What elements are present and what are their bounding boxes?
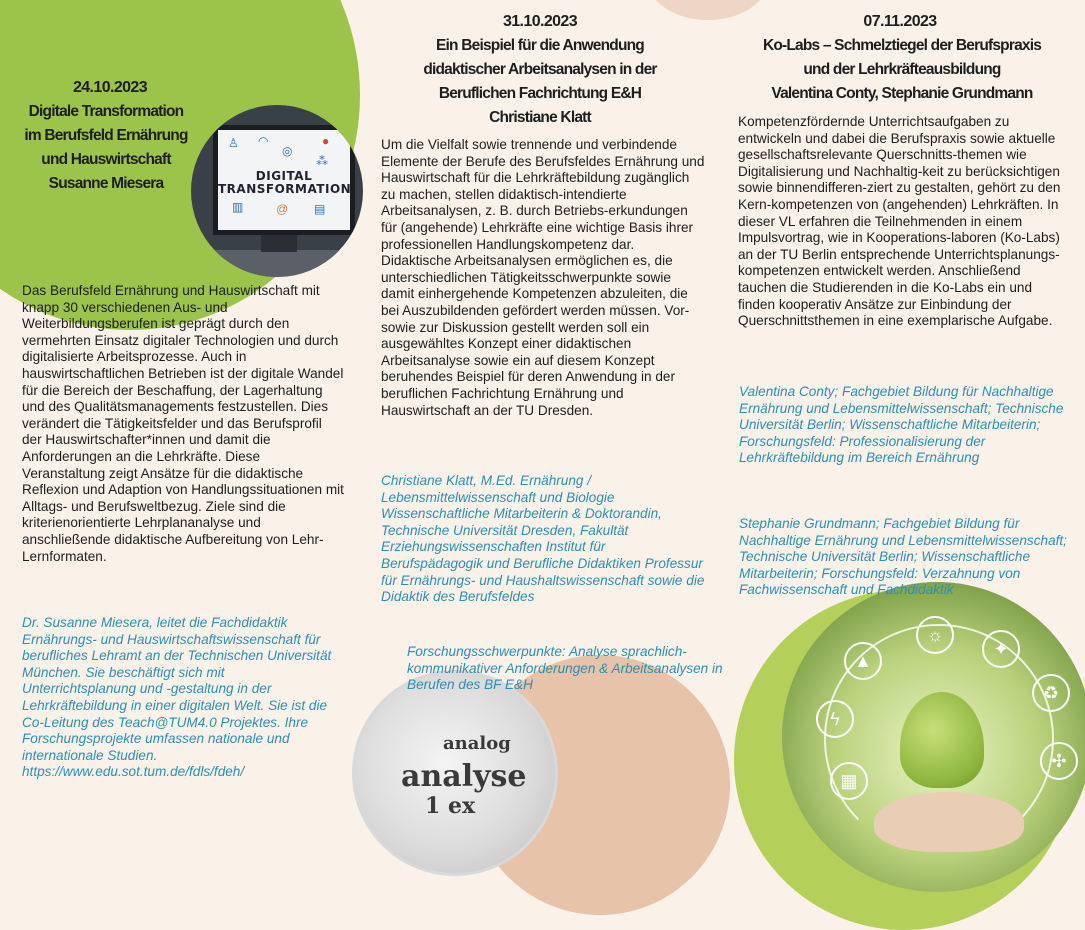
- magnifier-word-ex: 1 ex: [425, 793, 476, 819]
- col2-research: Forschungsschwerpunkte: Analyse sprachlich-kommunikativer Anforderungen & Arbeitsanalysen in Berufen des BF E&H: [407, 644, 723, 693]
- col1-title-line: Digitale Transformation: [28, 103, 184, 120]
- col3-title-line: und der Lehrkräfteausbildung: [803, 61, 1001, 78]
- col1-bio: Dr. Susanne Miesera, leitet die Fachdidaktik Ernährungs- und Hauswirtschaftswissenschaft für berufliches Lehramt an der Technischen Universität München. Sie beschäftigt sich mit Unterrichtsplanung und -gestaltung in der Lehrkräftebildung in einer digitalen Welt. Sie ist die Co-Leitung des Teach@TUM4.0 Projektes. Ihre Forschungsprojekte umfassen nationale und internationale Studien. https://www.edu.sot.tum.de/fdls/fdeh/: [22, 615, 332, 780]
- monitor: [213, 125, 355, 235]
- magnifier-image: [352, 670, 558, 876]
- col1-speaker: Susanne Miesera: [48, 175, 164, 192]
- col2-speaker: Christiane Klatt: [489, 109, 591, 126]
- magnifier-word-analyse: analyse: [401, 759, 527, 794]
- col3-bio-conty: Valentina Conty; Fachgebiet Bildung für Nachhaltige Ernährung und Lebensmittelwissenschaft; Technische Universität Berlin; Wissenschaftliche Mitarbeiterin; Forschungsfeld: Professionalisierung der Lehrkräftebildung im Bereich Ernährung: [739, 384, 1064, 466]
- col2-title-line: Ein Beispiel für die Anwendung: [436, 37, 644, 54]
- factory-icon: ▲: [844, 642, 882, 680]
- col1-title-line: im Berufsfeld Ernährung: [24, 127, 188, 144]
- col1-title-line: und Hauswirtschaft: [41, 151, 171, 168]
- sustainability-image: [782, 582, 1085, 892]
- magnifier-word-analog: analog: [443, 733, 511, 754]
- chart-icon: ▥: [232, 200, 244, 214]
- col3-bio-grundmann: Stephanie Grundmann; Fachgebiet Bildung für Nachhaltige Ernährung und Lebensmittelwissenschaft; Technische Universität Berlin; Wissenschaftliche Mitarbeiterin; Forschungsfeld: Verzahnung von Fachwissenschaft und Fachdidaktik: [739, 516, 1067, 598]
- col3-title: [738, 34, 1066, 106]
- bolt-icon: ϟ: [816, 700, 854, 738]
- solar-panel-icon: ▦: [830, 762, 868, 800]
- hand-image: [874, 792, 1024, 852]
- wind-icon: ✦: [982, 630, 1020, 668]
- peach-circle-decoration-top: [648, 0, 768, 20]
- col2-title: [380, 34, 700, 130]
- recycle-icon: ♻: [1032, 674, 1070, 712]
- globe-icon: ◎: [282, 144, 293, 158]
- col2-title-line: didaktischer Arbeitsanalysen in der: [423, 61, 657, 78]
- email-icon: @: [276, 202, 289, 216]
- col2-title-line: Beruflichen Fachrichtung E&H: [438, 85, 642, 102]
- col1-title: [0, 100, 212, 196]
- col3-date: 07.11.2023: [863, 13, 937, 30]
- col2-bio: Christiane Klatt, M.Ed. Ernährung / Lebensmittelwissenschaft und Biologie Wissenschaftliche Mitarbeiterin & Doktorandin, Technische Universität Dresden, Fakultät Erziehungswissenschaften Institut für Berufspädagogik und Berufliche Didaktiken Professur für Ernährungs- und Haushaltswissenschaft sowie die Didaktik des Berufsfeldes: [381, 473, 705, 605]
- digital-transformation-photo: [191, 105, 363, 277]
- wifi-icon: ◠: [258, 134, 269, 148]
- windmill-icon: ✣: [1040, 742, 1078, 780]
- col3-body: Kompetenzfördernde Unterrichtsaufgaben zu entwickeln und dabei die Berufspraxis sowie aktuelle gesellschaftsrelevante Querschnitts-themen wie Digitalisierung und Nachhaltig-keit zu berücksichtigen sowie binnendifferen-ziert zu gestalten, gehört zu den Kern-kompetenzen von (angehenden) Lehrkräften. In dieser VL erfahren die Teilnehmenden in einem Impulsvortrag, wie in Kooperations-laboren (Ko-Labs) an der TU Berlin entsprechende Unterrichtsplanungs-kompetenzen entwickelt werden. Anschließend tauchen die Studierenden in die Ko-Labs ein und finden kooperativ Ansätze zur Einbindung der Querschnittsthemen in eine exemplarische Aufgabe.: [738, 114, 1061, 329]
- col3-title-line: Ko-Labs – Schmelztiegel der Berufspraxis: [762, 37, 1042, 54]
- monitor-title: DIGITAL TRANSFORMATION: [218, 169, 352, 196]
- person-icon: ♙: [228, 136, 239, 150]
- col1-body: Das Berufsfeld Ernährung und Hauswirtschaft mit knapp 30 verschiedenen Aus- und Weiterbildungsberufen ist geprägt durch den vermehrten Einsatz digitaler Technologien und durch digitalisierte Arbeitsprozesse. Auch in hauswirtschaftlichen Betrieben ist der digitale Wandel für die Bereich der Beschaffung, der Lagerhaltung und des Qualitätsmanagements festzustellen. Dies verändert die Tätigkeitsfelder und das Berufsprofil der Hauswirtschafter*innen und damit die Anforderungen an die Lehrkräfte. Diese Veranstaltung zeigt Ansätze für die didaktische Reflexion und Adaption von Handlungssituationen mit Alltags- und Berufsweltbezug. Ziele sind die kriterienorientierte Lehrplananalyse und anschließende didaktische Aufbereitung von Lehr-Lernformaten.: [22, 283, 344, 564]
- network-icon: ⁂: [316, 154, 328, 168]
- col2-date: 31.10.2023: [502, 13, 578, 30]
- desk: [191, 250, 363, 277]
- bars-icon: ▤: [314, 202, 326, 216]
- location-pin-icon: ●: [322, 134, 330, 148]
- col2-body: Um die Vielfalt sowie trennende und verbindende Elemente der Berufe des Berufsfeldes Ernährung und Hauswirtschaft für die Lehrkräftebildung zugänglich zu machen, stellen didaktisch-intendierte Arbeitsanalysen, z. B. durch Betriebs-erkundungen für (angehende) Lehrkräfte eine wichtige Basis ihrer professionellen Handlungskompetenz dar. Didaktische Arbeitsanalysen ermöglichen es, die unterschiedlichen Tätigkeitsschwerpunkte sowie damit einhergehende Kompetenzen abzuleiten, die bei Auszubildenden gefördert werden müssen. Vor- sowie zur Diskussion gestellt werden soll ein ausgewähltes Konzept einer didaktischen Arbeitsanalyse sowie ein auf diesem Konzept beruhendes Beispiel für deren Anwendung in der beruflichen Fachrichtung Ernährung und Hauswirtschaft an der TU Dresden.: [381, 137, 705, 418]
- col1-date: 24.10.2023: [72, 79, 148, 96]
- col3-speakers: Valentina Conty, Stephanie Grundmann: [771, 85, 1033, 102]
- lightbulb-icon: ☼: [916, 616, 954, 654]
